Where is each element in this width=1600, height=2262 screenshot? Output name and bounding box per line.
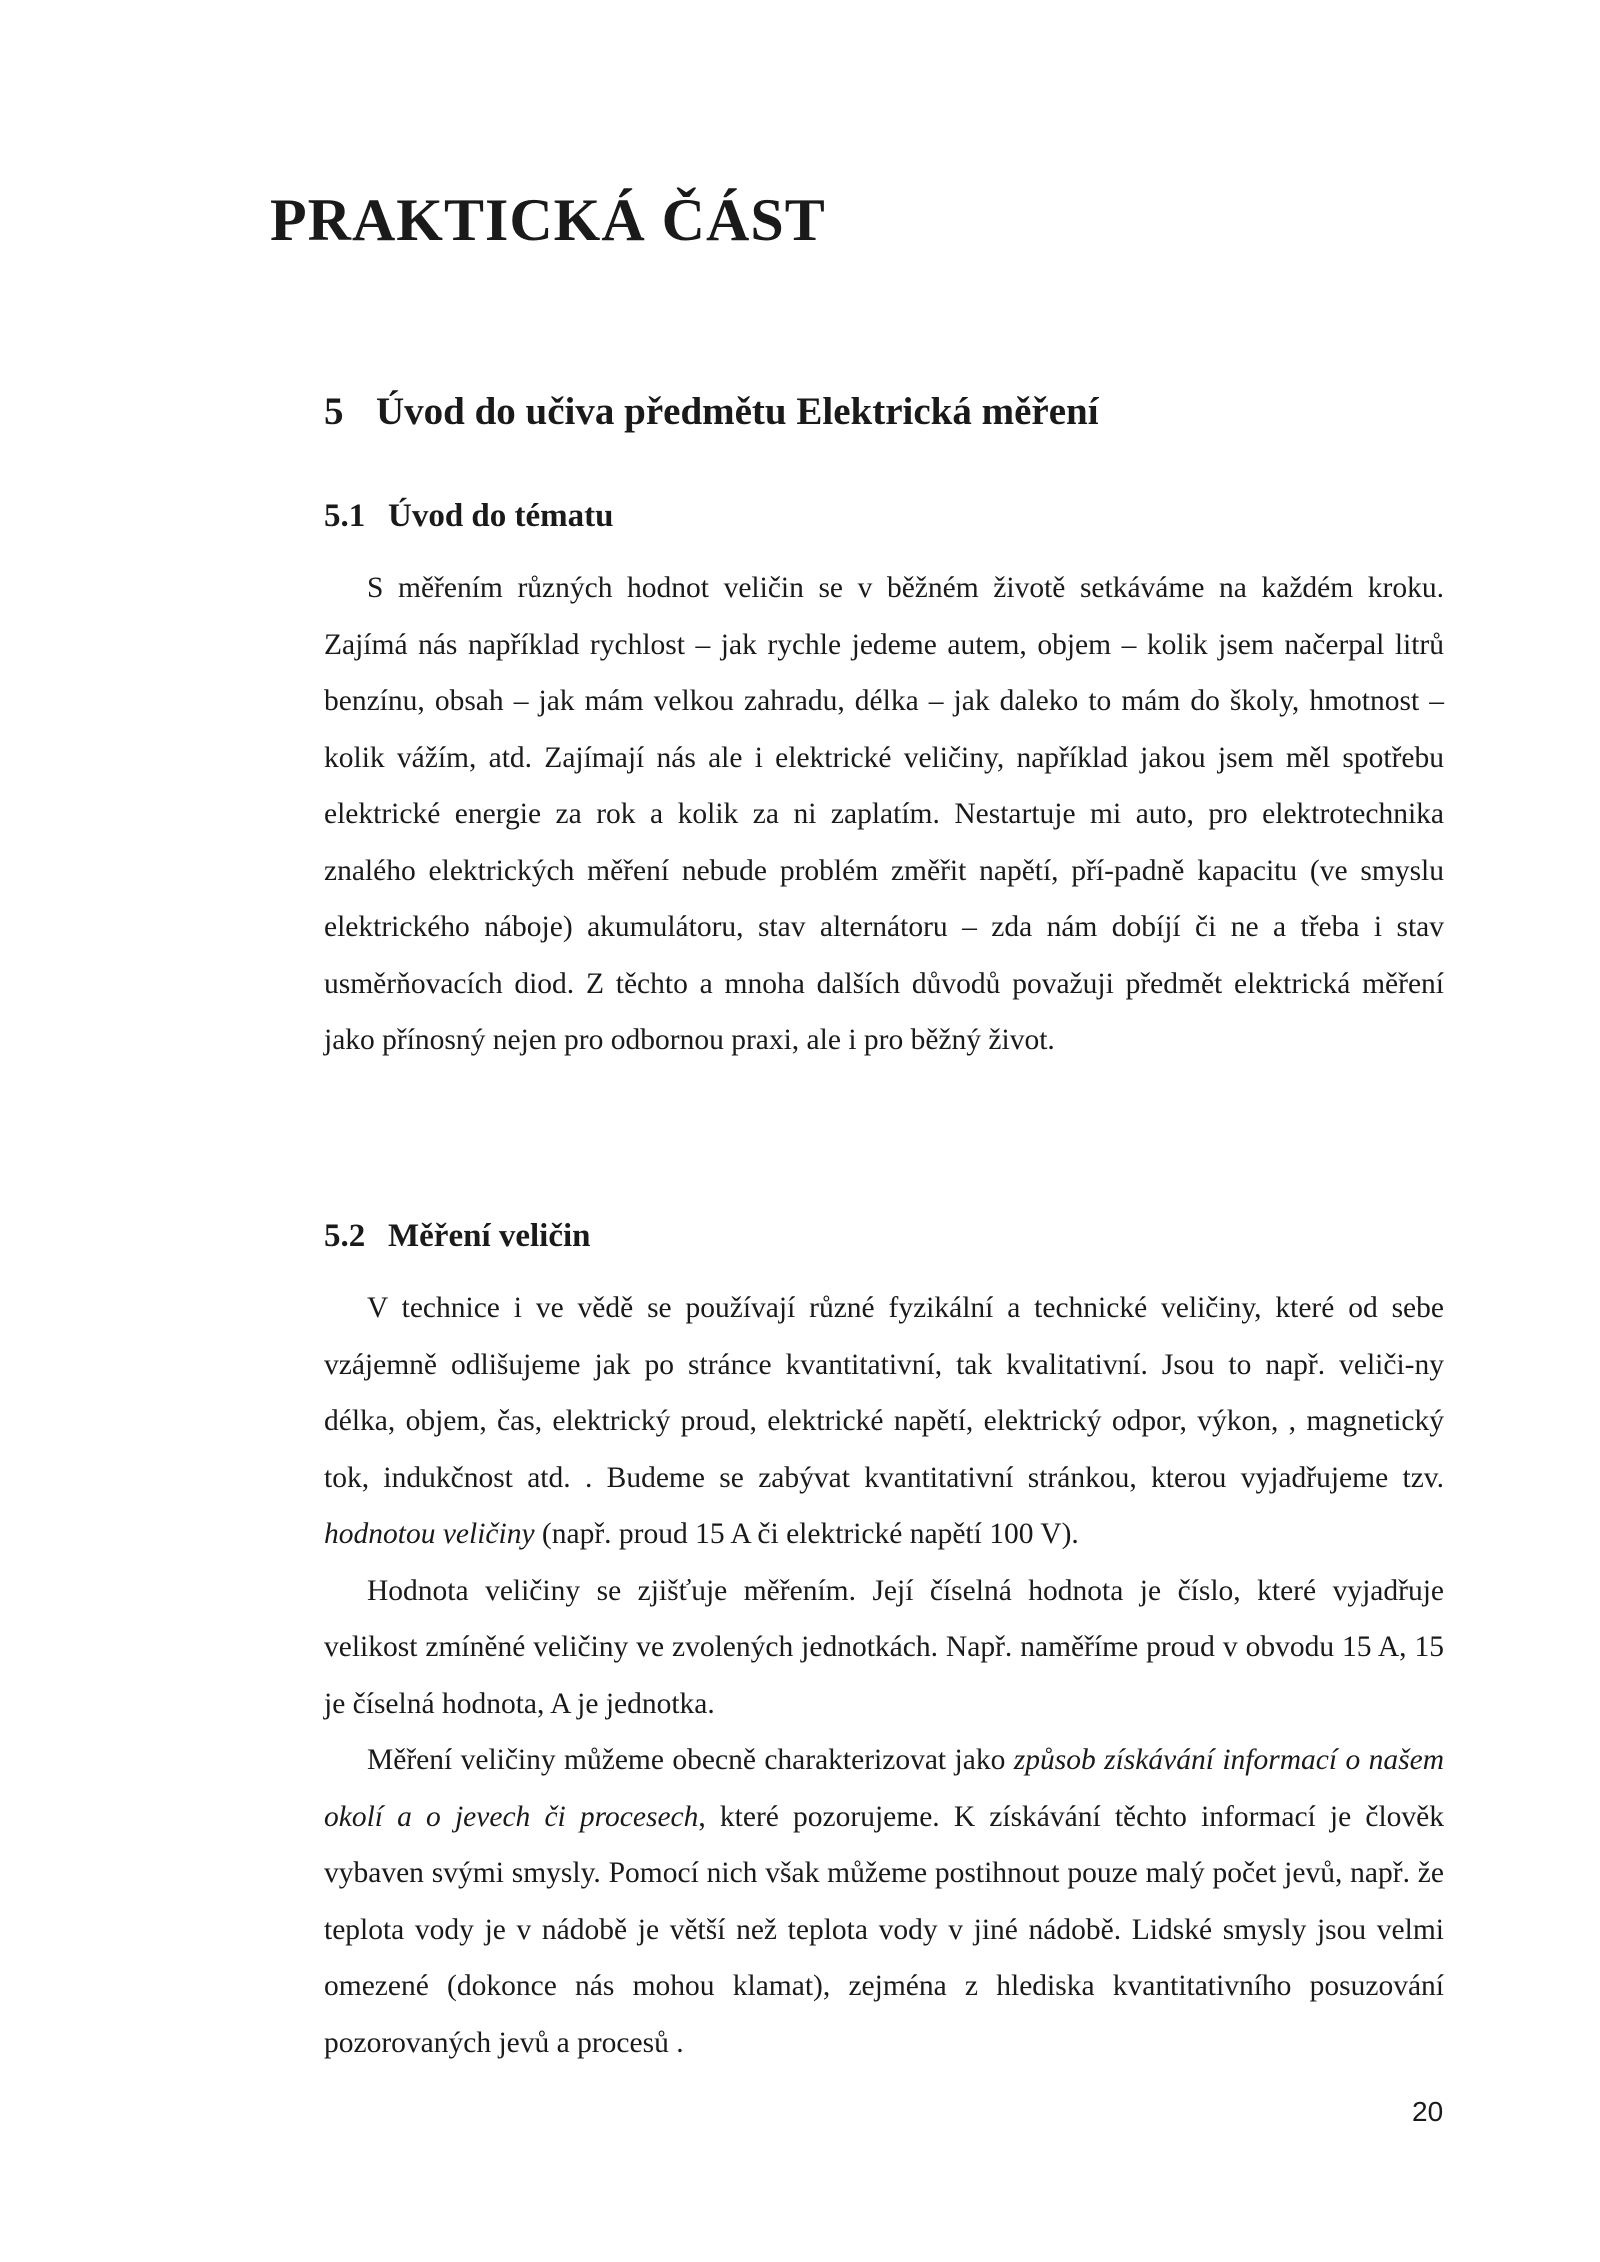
paragraph	[324, 1732, 1444, 2071]
paragraph-text: Měření veličiny můžeme obecně charakterizovat jako	[367, 1744, 1014, 1776]
emphasized-term: hodnotou veličiny	[324, 1518, 535, 1550]
page-number: 20	[1412, 2096, 1444, 2127]
section-5-2-body	[324, 1280, 1444, 2071]
section-title: Měření veličin	[388, 1218, 591, 1254]
section-number: 5.2	[324, 1218, 366, 1254]
section-title: Úvod do tématu	[388, 498, 614, 534]
paragraph-text: (např. proud 15 A či elektrické napětí 100 V).	[534, 1518, 1079, 1550]
section-5-1-body	[324, 560, 1444, 1069]
section-number: 5.1	[324, 498, 366, 534]
paragraph	[324, 1280, 1444, 1563]
chapter-number: 5	[324, 390, 344, 433]
paragraph-text: V technice i ve vědě se používají různé fyzikální a technické veličiny, které od sebe vzájemně odlišujeme jak po stránce kvantitativní, tak kvalitativní. Jsou to např. veliči-ny délka, objem, čas, elektrický proud, elektrické napětí, elektrický odpor, výkon, , magnetický tok, indukčnost atd. . Budeme se zabývat kvantitativní stránkou, kterou vyjadřujeme tzv.	[324, 1292, 1444, 1494]
emphasized-term: způsob získávání informací o našem okolí a o jevech či procesech	[324, 1744, 1444, 1833]
part-title: PRAKTICKÁ ČÁST	[270, 187, 826, 253]
section-heading-5-1	[324, 500, 614, 533]
paragraph-text: , které pozorujeme. K získávání těchto informací je člověk vybaven svými smysly. Pomocí nich však můžeme postihnout pouze malý počet jevů, např. že teplota vody je v nádobě je větší než teplota vody v jiné nádobě. Lidské smysly jsou velmi omezené (dokonce nás mohou klamat), zejména z hlediska kvantitativního posuzování pozorovaných jevů a procesů .	[324, 1800, 1444, 2059]
paragraph: S měřením různých hodnot veličin se v běžném životě setkáváme na každém kroku. Zajímá nás například rychlost – jak rychle jedeme autem, objem – kolik jsem načerpal litrů benzínu, obsah – jak mám velkou zahradu, délka – jak daleko to mám do školy, hmotnost – kolik vážím, atd. Zajímají nás ale i elektrické veličiny, například jakou jsem měl spotřebu elektrické energie za rok a kolik za ni zaplatím. Nestartuje mi auto, pro elektrotechnika znalého elektrických měření nebude problém změřit napětí, pří-padně kapacitu (ve smyslu elektrického náboje) akumulátoru, stav alternátoru – zda nám dobíjí či ne a třeba i stav usměrňovacích diod. Z těchto a mnoha dalších důvodů považuji předmět elektrická měření jako přínosný nejen pro odbornou praxi, ale i pro běžný život.	[324, 572, 1444, 1056]
paragraph: Hodnota veličiny se zjišťuje měřením. Její číselná hodnota je číslo, které vyjadřuje velikost zmíněné veličiny ve zvolených jednotkách. Např. naměříme proud v obvodu 15 A, 15 je číselná hodnota, A je jednotka.	[324, 1574, 1444, 1720]
chapter-title: Úvod do učiva předmětu Elektrická měření	[376, 390, 1099, 433]
chapter-heading	[324, 392, 1099, 431]
section-heading-5-2	[324, 1220, 591, 1253]
